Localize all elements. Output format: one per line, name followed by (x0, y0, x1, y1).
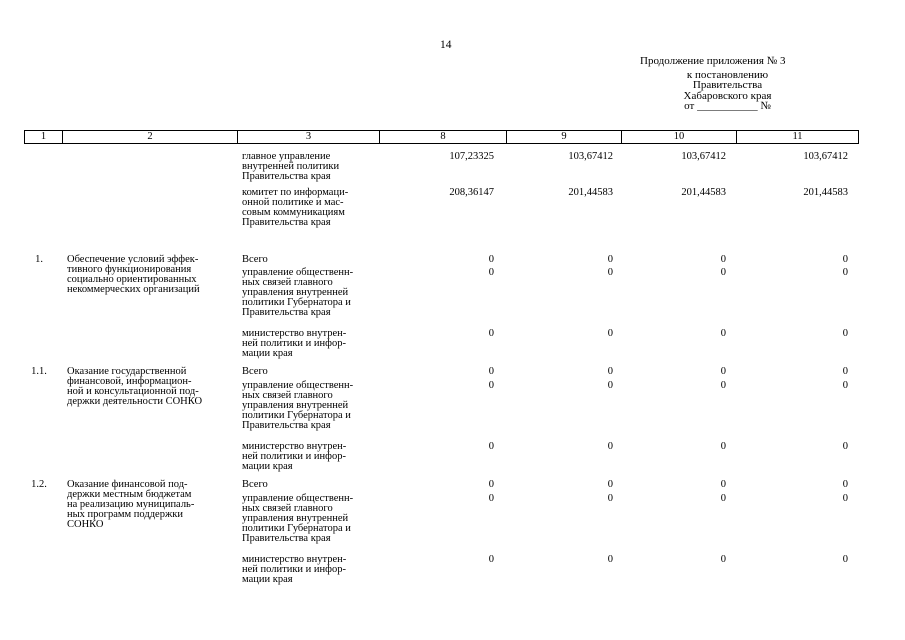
description-line: СОНКО (67, 519, 104, 530)
value-col-8: 0 (488, 366, 494, 377)
description-line: Оказание финансовой под- (67, 479, 188, 490)
row-number: 1.1. (31, 366, 47, 377)
value-col-8: 208,36147 (449, 187, 494, 198)
executor-line: главное управление (242, 151, 331, 162)
executor-line: ных связей главного (242, 277, 333, 288)
value-col-9: 0 (607, 254, 613, 265)
value-col-8: 0 (488, 493, 494, 504)
value-col-11: 0 (842, 380, 848, 391)
value-col-8: 107,23325 (449, 151, 494, 162)
number-label: № (760, 100, 771, 112)
executor-line: министерство внутрен- (242, 441, 347, 452)
description-line: держки местным бюджетам (67, 489, 192, 500)
executor-line: Правительства края (242, 307, 331, 318)
row-executor (242, 268, 382, 318)
executor-line: управления внутренней (242, 400, 349, 411)
row-executor (242, 494, 382, 544)
value-col-8: 0 (488, 380, 494, 391)
value-col-9: 0 (607, 493, 613, 504)
executor-line: совым коммуникациям (242, 207, 345, 218)
description-line: на реализацию муниципаль- (67, 499, 195, 510)
row-description (67, 255, 234, 295)
executor-line: Правительства края (242, 171, 331, 182)
value-col-11: 0 (842, 493, 848, 504)
description-line: социально ориентированных (67, 274, 197, 285)
column-header-table (24, 130, 859, 144)
executor-line: управление общественн- (242, 493, 354, 504)
description-line: некоммерческих организаций (67, 284, 200, 295)
value-col-8: 0 (488, 441, 494, 452)
executor-line: управления внутренней (242, 287, 349, 298)
executor-line: мации края (242, 348, 293, 359)
value-col-8: 0 (488, 554, 494, 565)
row-description (67, 480, 234, 530)
col-header-2: 2 (63, 131, 238, 144)
description-line: финансовой, информацион- (67, 376, 192, 387)
row-executor (242, 188, 382, 228)
page-number: 14 (440, 39, 452, 51)
row-executor (242, 255, 382, 265)
row-executor (242, 329, 382, 359)
header-line-2: к постановлению (686, 68, 769, 81)
value-col-11: 0 (842, 441, 848, 452)
executor-line: политики Губернатора и (242, 523, 351, 534)
header-line-1: Продолжение приложения № 3 (640, 55, 786, 67)
value-col-11: 0 (842, 267, 848, 278)
executor-line: ных связей главного (242, 503, 333, 514)
row-executor (242, 480, 382, 490)
value-col-11: 0 (842, 479, 848, 490)
column-header-row (25, 131, 859, 144)
value-col-11: 0 (842, 328, 848, 339)
date-blank: ___________ (697, 100, 758, 112)
executor-line: ней политики и инфор- (242, 338, 346, 349)
value-col-10: 0 (720, 479, 726, 490)
executor-line: политики Губернатора и (242, 297, 351, 308)
value-col-10: 0 (720, 554, 726, 565)
executor-line: Правительства края (242, 420, 331, 431)
executor-line: онной политике и мас- (242, 197, 344, 208)
header-line-3: Правительства (692, 79, 763, 91)
value-col-8: 0 (488, 267, 494, 278)
executor-line: Всего (242, 254, 268, 265)
description-line: держки деятельности СОНКО (67, 396, 203, 407)
col-header-10: 10 (622, 131, 737, 144)
value-col-9: 0 (607, 554, 613, 565)
value-col-9: 0 (607, 479, 613, 490)
value-col-9: 0 (607, 328, 613, 339)
value-col-10: 0 (720, 380, 726, 391)
description-line: Оказание государственной (67, 366, 187, 377)
value-col-10: 0 (720, 267, 726, 278)
value-col-11: 0 (842, 554, 848, 565)
executor-line: управление общественн- (242, 380, 354, 391)
value-col-10: 0 (720, 366, 726, 377)
executor-line: Всего (242, 366, 268, 377)
header-line-4: Хабаровского края (683, 89, 772, 102)
executor-line: Правительства края (242, 217, 331, 228)
description-line: тивного функционирования (67, 264, 192, 275)
value-col-8: 0 (488, 328, 494, 339)
row-executor (242, 442, 382, 472)
value-col-9: 201,44583 (568, 187, 613, 198)
description-line: ных программ поддержки (67, 509, 183, 520)
executor-line: внутренней политики (242, 161, 340, 172)
value-col-10: 0 (720, 441, 726, 452)
header-line-5 (620, 101, 835, 112)
executor-line: комитет по информаци- (242, 187, 349, 198)
row-executor (242, 367, 382, 377)
row-number: 1. (35, 254, 43, 265)
value-col-9: 0 (607, 366, 613, 377)
value-col-11: 0 (842, 366, 848, 377)
row-description (67, 367, 234, 407)
value-col-10: 201,44583 (681, 187, 726, 198)
executor-line: ней политики и инфор- (242, 451, 346, 462)
description-line: Обеспечение условий эффек- (67, 254, 199, 265)
value-col-9: 103,67412 (568, 151, 613, 162)
col-header-3: 3 (238, 131, 380, 144)
value-col-9: 0 (607, 441, 613, 452)
col-header-9: 9 (507, 131, 622, 144)
row-executor (242, 555, 382, 585)
executor-line: мации края (242, 574, 293, 585)
row-number: 1.2. (31, 479, 47, 490)
executor-line: ных связей главного (242, 390, 333, 401)
executor-line: управления внутренней (242, 513, 349, 524)
row-executor (242, 152, 382, 182)
executor-line: политики Губернатора и (242, 410, 351, 421)
description-line: ной и консультационной под- (67, 386, 199, 397)
col-header-8: 8 (380, 131, 507, 144)
row-executor (242, 381, 382, 431)
value-col-10: 0 (720, 493, 726, 504)
col-header-11: 11 (737, 131, 859, 144)
value-col-11: 103,67412 (803, 151, 848, 162)
value-col-11: 0 (842, 254, 848, 265)
executor-line: мации края (242, 461, 293, 472)
value-col-10: 0 (720, 328, 726, 339)
executor-line: Правительства края (242, 533, 331, 544)
executor-line: управление общественн- (242, 267, 354, 278)
value-col-9: 0 (607, 267, 613, 278)
value-col-8: 0 (488, 254, 494, 265)
col-header-1: 1 (25, 131, 63, 144)
appendix-header (620, 56, 835, 112)
value-col-10: 0 (720, 254, 726, 265)
value-col-11: 201,44583 (803, 187, 848, 198)
executor-line: министерство внутрен- (242, 328, 347, 339)
executor-line: министерство внутрен- (242, 554, 347, 565)
executor-line: ней политики и инфор- (242, 564, 346, 575)
value-col-10: 103,67412 (681, 151, 726, 162)
date-label: от (684, 100, 695, 112)
executor-line: Всего (242, 479, 268, 490)
value-col-8: 0 (488, 479, 494, 490)
value-col-9: 0 (607, 380, 613, 391)
